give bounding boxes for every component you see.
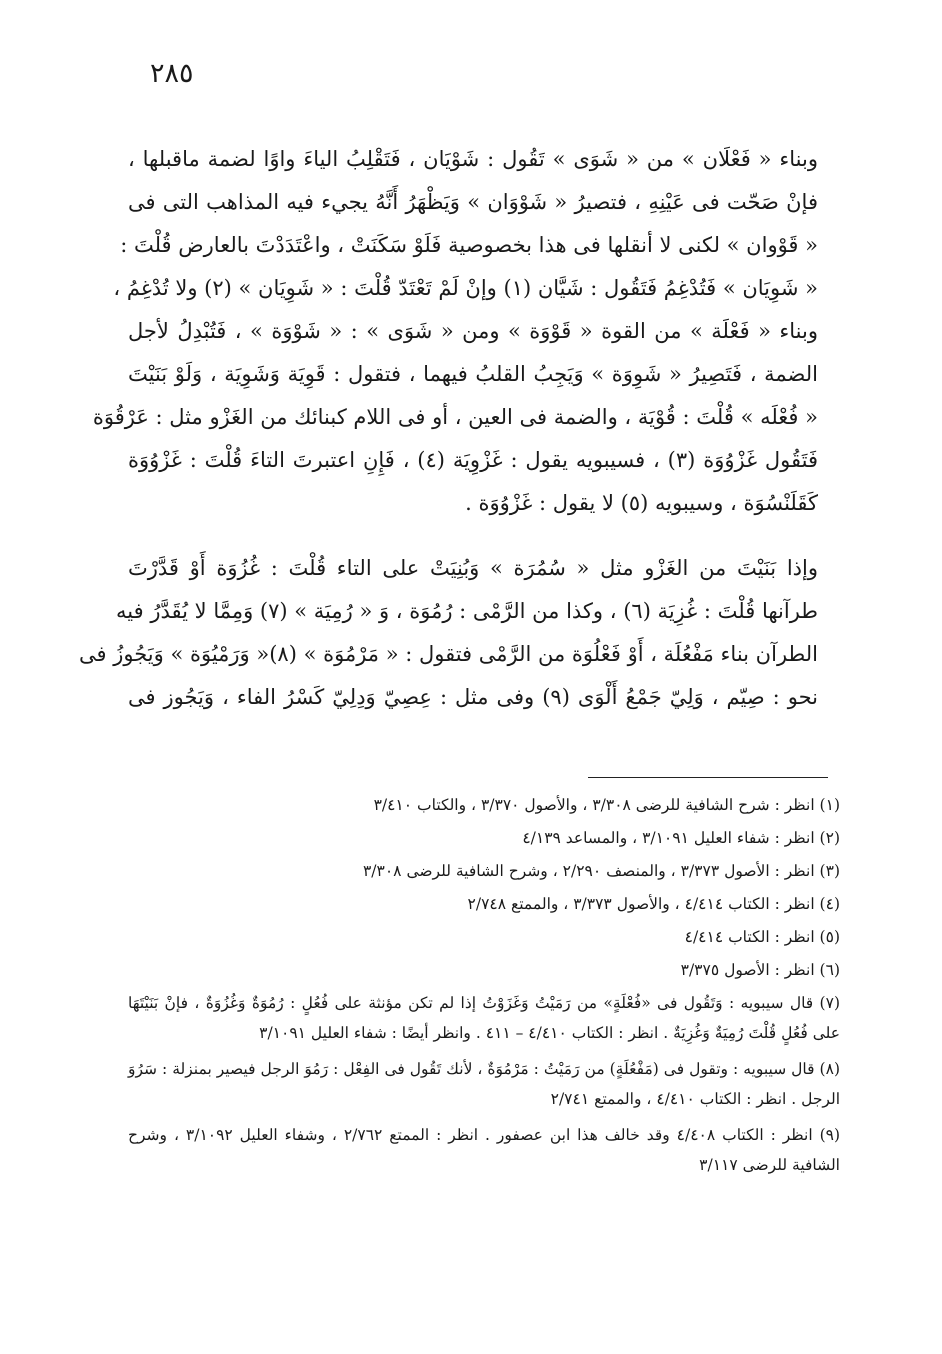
footnote-separator <box>588 777 828 778</box>
text-line: الضمة ، فَتَصِيرُ « شَوِوَة » وَيَجِبُ القلبُ فيهما ، فتقول : قَوِيَة وَشَوِيَة ، وَلَوْ بَنَيْتَ <box>128 362 818 386</box>
text-line: وبناء « فَعْلَان » من « شَوَى » تَقُول : شَوْيَان ، فَتَقْلِبُ الياءَ واوًا لضمة ماقبلها ، <box>128 147 818 171</box>
footnote-4: (٤) انظر : الكتاب ٤/٤١٤ ، والأصول ٣/٣٧٣ ، والممتع ٢/٧٤٨ <box>467 895 840 913</box>
footnote-8: (٨) قال سيبويه : وتقول فى (مَفْعُلَةٍ) من رَمَيْتُ : مَرْمُوَةٌ ، لأنك تَقُول فى الفِعْل : رَمُوَ الرجل فيصير بمنزلة : سَرُوَ الرجل . انظر : الكتاب ٤/٤١٠ ، والممتع ٢/٧٤١ <box>128 1060 840 1108</box>
text-line: فَتَقُول غَزْوُوَة (٣) ، فسيبويه يقول : غَزْوِيَة (٤) ، فَإِنِ اعتبرتَ التاءَ قُلْتَ : غَزْوُوَة <box>128 448 818 472</box>
text-line: « فُعْلَه » قُلْتَ : قُوْيَة ، والضمة فى العين ، أو فى اللام كبنائك من الغَزْو مثل : عَرْقُوَة <box>92 405 818 429</box>
text-line: الطرآن بناء مَفْعُلَة ، أَوْ فَعْلُوَة من الرَّمْى فتقول : « مَرْمُوَة » (٨)« وَرَمْيُوَة » وَيَجُوزُ فى <box>79 642 818 666</box>
footnote-3: (٣) انظر : الأصول ٣/٣٧٣ ، والمنصف ٢/٢٩٠ ، وشرح الشافية للرضى ٣/٣٠٨ <box>362 862 840 880</box>
page-number: ٢٨٥ <box>150 58 194 89</box>
text-line: « شَوِيَان » فَتُدْغِمُ فَتَقُول : شَيَّان (١) وإنْ لَمْ تَعْتَدّ قُلْتَ : « شَوِيَان » (٢) ولا تُدْغِمُ ، <box>113 276 818 300</box>
text-line: فإنْ صَحّت فى عَيْنِهِ ، فتصيرُ « شَوْوَان » وَيَظْهَرُ أَنَّهُ يجيء فيه المذاهب التى فى <box>128 190 818 214</box>
footnote-7: (٧) قال سيبويه : وَتَقُول فى «فُعْلَةٍ» من رَمَيْتُ وَغَزَوْتُ إذا لم تكن مؤنثة على فُعُلٍ : رُمُوَةٌ وَغُزُوَةٌ ، فإنْ بَنَيْتَهَا على فُعُلٍ قُلْتَ رُمِيَةٌ وَغُزِيَةٌ . انظر : الكتاب ٤/٤١٠ – ٤١١ . وانظر أيضًا : شفاء العليل ٣/١٠٩١ <box>128 994 840 1042</box>
main-text <box>79 138 840 719</box>
footnote-1: (١) انظر : شرح الشافية للرضى ٣/٣٠٨ ، والأصول ٣/٣٧٠ ، والكتاب ٣/٤١٠ <box>373 796 840 814</box>
paragraph-2 <box>79 547 840 719</box>
paragraph-1 <box>92 138 840 525</box>
footnote-2: (٢) انظر : شفاء العليل ٣/١٠٩١ ، والمساعد ٤/١٣٩ <box>522 829 840 847</box>
text-line: وبناء « فَعْلَة » من القوة « قَوْوَة » ومن « شَوَى » : « شَوْوَة » ، فَتُبْدِلُ لأجل <box>128 319 818 343</box>
text-line: طرآنها قُلْتَ : غُزِيَة (٦) ، وكذا من الرَّمْى : رُمُوَة ، وَ « رُمِيَة » (٧) وَمِمَّا لا يُقَدَّرُ فيه <box>116 599 818 623</box>
footnotes <box>128 790 840 1183</box>
footnote-9: (٩) انظر : الكتاب ٤/٤٠٨ وقد خالف هذا ابن عصفور . انظر : الممتع ٢/٧٦٢ ، وشفاء العليل ٣/١٠٩٢ ، وشرح الشافية للرضى ٣/١١٧ <box>128 1126 841 1174</box>
text-line: كَقَلَنْسُوَة ، وسيبويه (٥) لا يقول : غَزْوُوَة . <box>465 491 818 515</box>
text-line: « قَوْوان » لكنى لا أنقلها فى هذا بخصوصية فَلَوْ سَكَنَتْ ، واعْتَدَدْتَ بالعارض قُلْتَ : <box>120 233 818 257</box>
footnote-5: (٥) انظر : الكتاب ٤/٤١٤ <box>684 928 840 946</box>
text-line: وإذا بَنَيْتَ من الغَزْو مثل « سُمُرَة » وَبُنِيَتْ على التاء قُلْتَ : غُزُوَة أَوْ قَدَّرْتَ <box>128 556 818 580</box>
text-line: نحو : صِيّم ، وَلِيّ جَمْعُ أَلْوَى (٩) وفى مثل : عِصِيّ وَدِلِيّ كَسْرُ الفاء ، وَيَجُوز فى <box>128 685 818 709</box>
footnote-6: (٦) انظر : الأصول ٣/٣٧٥ <box>680 961 840 979</box>
